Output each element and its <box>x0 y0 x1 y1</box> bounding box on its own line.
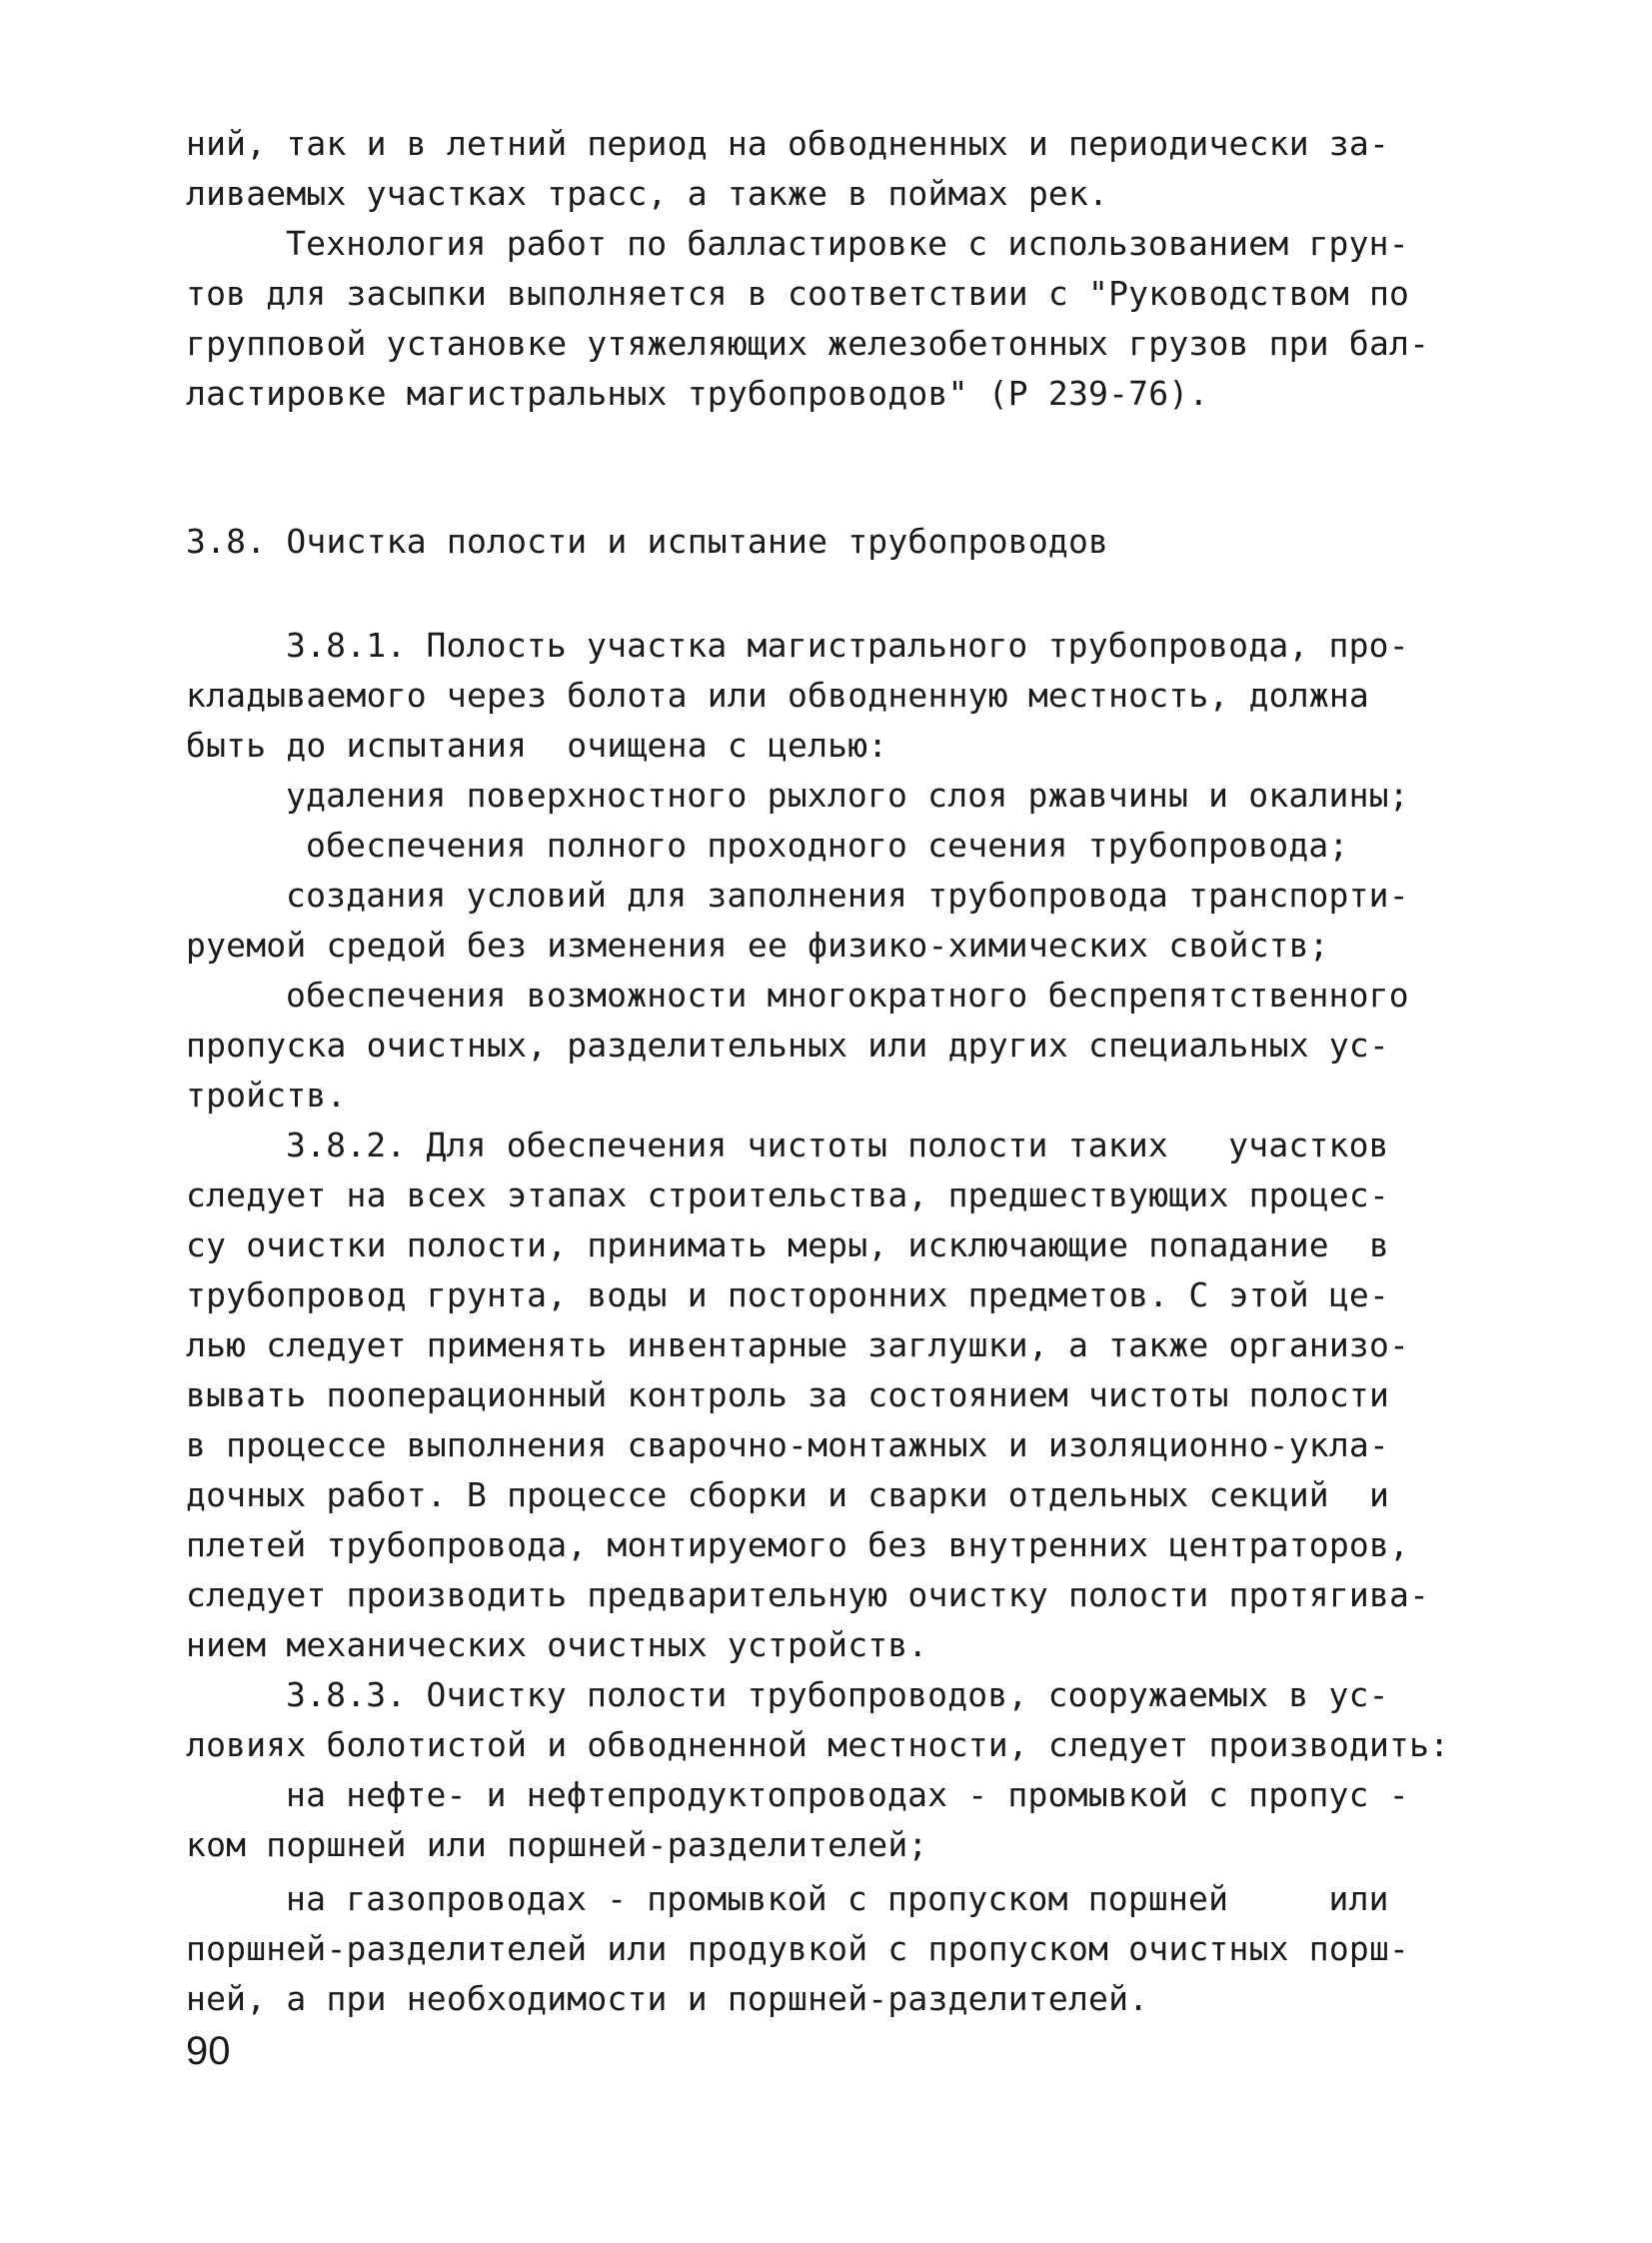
text-line: дочных работ. В процессе сборки и сварки отдельных секций и <box>186 1475 1390 1514</box>
page-number: 90 <box>186 2029 231 2073</box>
text-line: 3.8.1. Полость участка магистрального трубопровода, про- <box>286 626 1409 665</box>
text-line: вывать пооперационный контроль за состоянием чистоты полости <box>186 1375 1390 1414</box>
text-line: ловиях болотистой и обводненной местности, следует производить: <box>186 1725 1450 1764</box>
text-line: на газопроводах - промывкой с пропуском поршней или <box>286 1879 1389 1918</box>
text-line: 3.8.2. Для обеспечения чистоты полости таких участков <box>286 1125 1389 1164</box>
text-line: обеспечения возможности многократного беспрепятственного <box>286 976 1409 1015</box>
text-line: следует производить предварительную очистку полости протягива- <box>186 1575 1430 1614</box>
text-line: лью следует применять инвентарные заглушки, а также организо- <box>186 1325 1410 1364</box>
text-line: удаления поверхностного рыхлого слоя ржавчины и окалины; <box>286 776 1409 815</box>
text-line: создания условий для заполнения трубопровода транспорти- <box>286 876 1409 915</box>
text-line: пропуска очистных, разделительных или других специальных ус- <box>186 1026 1390 1065</box>
text-line: Технология работ по балластировке с использованием грун- <box>286 224 1409 263</box>
text-line: плетей трубопровода, монтируемого без внутренних центраторов, <box>186 1525 1410 1564</box>
text-line: следует на всех этапах строительства, предшествующих процес- <box>186 1175 1390 1214</box>
text-line: ластировке магистральных трубопроводов" (Р 239-76). <box>186 374 1209 413</box>
text-line: в процессе выполнения сварочно-монтажных и изоляционно-укла- <box>186 1425 1390 1464</box>
text-line: ней, а при необходимости и поршней-разделителей. <box>186 1979 1149 2018</box>
text-line: обеспечения полного проходного сечения трубопровода; <box>306 826 1349 865</box>
text-line: су очистки полости, принимать меры, исключающие попадание в <box>186 1225 1390 1264</box>
text-line: групповой установке утяжеляющих железобетонных грузов при бал- <box>186 324 1430 363</box>
text-line: ний, так и в летний период на обводненных и периодически за- <box>186 124 1390 163</box>
section-heading: 3.8. Очистка полости и испытание трубопроводов <box>186 522 1109 561</box>
text-line: на нефте- и нефтепродуктопроводах - промывкой с пропус - <box>286 1775 1409 1814</box>
text-line: тройств. <box>186 1076 347 1115</box>
text-line: ком поршней или поршней-разделителей; <box>186 1825 928 1864</box>
text-line: поршней-разделителей или продувкой с пропуском очистных порш- <box>186 1929 1410 1968</box>
text-line: быть до испытания очищена с целью: <box>186 726 888 765</box>
text-line: руемой средой без изменения ее физико-химических свойств; <box>186 926 1329 965</box>
text-line: тов для засыпки выполняется в соответствии с "Руководством по <box>186 274 1410 313</box>
text-line: 3.8.3. Очистку полости трубопроводов, сооружаемых в ус- <box>286 1675 1389 1714</box>
text-line: кладываемого через болота или обводненную местность, должна <box>186 676 1369 715</box>
text-line: трубопровод грунта, воды и посторонних предметов. С этой це- <box>186 1275 1390 1314</box>
text-line: нием механических очистных устройств. <box>186 1625 928 1664</box>
text-line: ливаемых участках трасс, а также в поймах рек. <box>186 174 1109 213</box>
